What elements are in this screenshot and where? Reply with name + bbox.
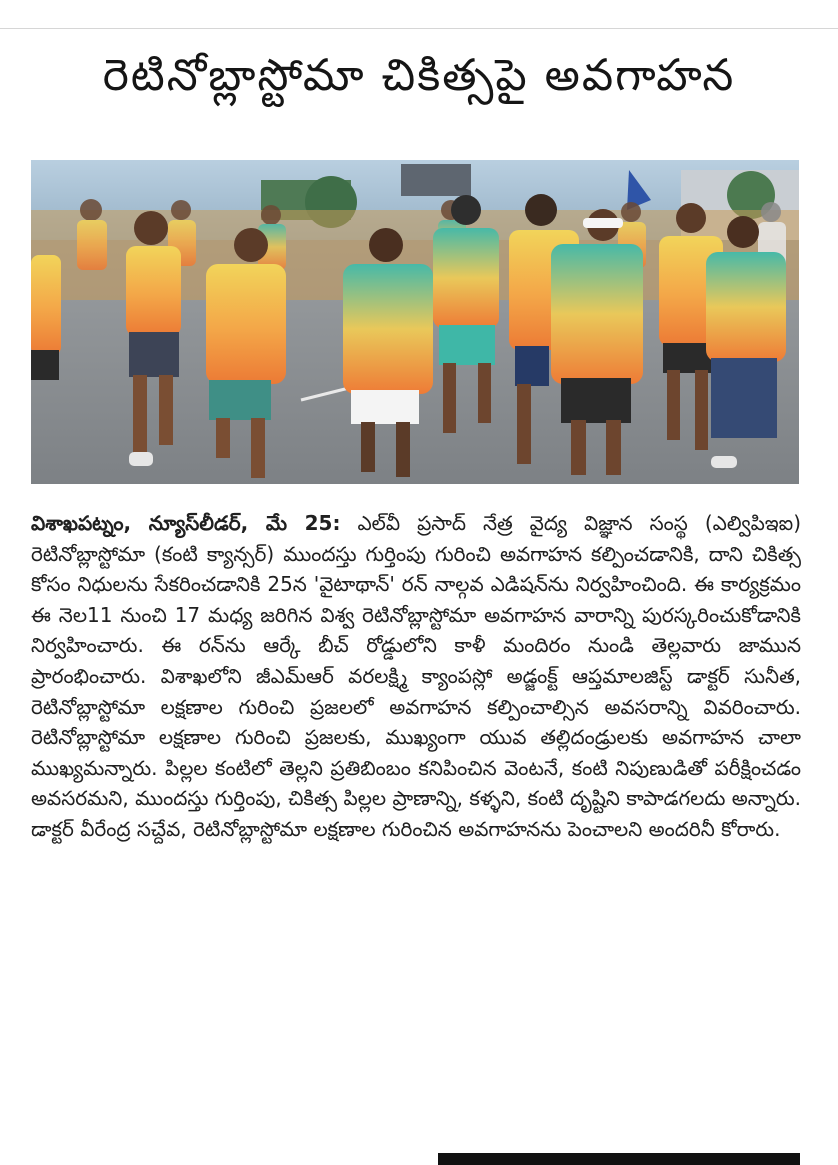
- article-body: [31, 508, 801, 845]
- news-photo: [31, 160, 799, 484]
- dateline: విశాఖపట్నం, న్యూస్‌లీడర్, మే 25:: [31, 511, 341, 535]
- top-divider: [0, 28, 838, 29]
- bottom-ad-strip: [438, 1153, 800, 1165]
- article-paragraph: [31, 508, 801, 845]
- article-text: ఎల్‌వీ ప్రసాద్ నేత్ర వైద్య విజ్ఞాన సంస్థ (ఎల్విపిఇఐ) రెటినోబ్లాస్టోమా (కంటి క్యాన్సర్) ముందస్తు గుర్తింపు గురించి అవగాహన కల్పించడానికి, దాని చికిత్స కోసం నిధులను సేకరించడానికి 25న 'వైటాథాన్' రన్ నాల్గవ ఎడిషన్‌ను నిర్వహించింది. ఈ కార్యక్రమం ఈ నెల11 నుంచి 17 మధ్య జరిగిన విశ్వ రెటినోబ్లాస్టోమా అవగాహన వారాన్ని పురస్కరించుకోడానికి నిర్వహించారు. ఈ రన్‌ను ఆర్కే బీచ్ రోడ్డులోని కాళీ మందిరం నుండి తెల్లవారు జామున ప్రారంభించారు. విశాఖలోని జీఎమ్‌ఆర్ వరలక్ష్మి క్యాంపస్లో అడ్జంక్ట్ ఆప్తమాలజిస్ట్ డాక్టర్ సునీత, రెటినోబ్లాస్టోమా లక్షణాల గురించి ప్రజలలో అవగాహన కల్పించాల్సిన అవసరాన్ని వివరించారు. రెటినోబ్లాస్టోమా లక్షణాల గురించి ప్రజలకు, ముఖ్యంగా యువ తల్లిదండ్రులకు అవగాహన చాలా ముఖ్యమన్నారు. పిల్లల కంటిలో తెల్లని ప్రతిబింబం కనిపించిన వెంటనే, కంటి నిపుణుడితో పరీక్షించడం అవసరమని, ముందస్తు గుర్తింపు, చికిత్స పిల్లల ప్రాణాన్ని, కళ్ళని, కంటి దృష్టిని కాపాడగలదు అన్నారు. డాక్టర్ వీరేంద్ర సచ్దేవ, రెటినోబ్లాస్టోమా లక్షణాల గురించిన అవగాహనను పెంచాలని అందరినీ కోరారు.: [31, 511, 801, 841]
- headline: రెటినోబ్లాస్టోమా చికిత్సపై అవగాహన: [102, 50, 736, 101]
- runners-photo: [31, 160, 799, 484]
